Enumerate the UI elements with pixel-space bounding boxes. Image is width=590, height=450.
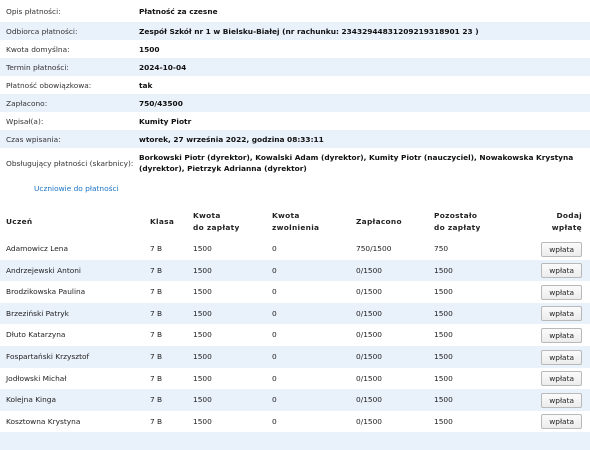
cell-exemption: 0 [272, 330, 277, 340]
cell-class: 7 B [150, 308, 163, 318]
detail-label: Kwota domyślna: [6, 44, 70, 54]
tab-students-for-payment[interactable]: Uczniowie do płatności [34, 184, 119, 193]
header-amount-due-line2: do zapłaty [193, 222, 240, 232]
header-student: Uczeń [6, 217, 33, 226]
cell-amount: 1500 [193, 395, 212, 405]
cell-paid: 0/1500 [356, 287, 383, 297]
table-row [0, 346, 590, 368]
cell-amount: 1500 [193, 265, 212, 275]
header-remaining-line1: Pozostało [434, 211, 478, 220]
cell-paid: 0/1500 [356, 308, 383, 318]
header-remaining-line2: do zapłaty [434, 222, 481, 232]
detail-row-recipient [0, 22, 590, 40]
cell-class: 7 B [150, 373, 163, 383]
detail-row-paid [0, 94, 590, 112]
detail-row-due-date [0, 58, 590, 76]
detail-row-treasurers [0, 148, 590, 178]
header-amount-due [193, 210, 240, 233]
detail-value: Płatność za czesne [139, 6, 218, 16]
table-row [0, 238, 590, 260]
detail-value: wtorek, 27 września 2022, godzina 08:33:11 [139, 134, 324, 144]
cell-paid: 0/1500 [356, 373, 383, 383]
header-add-payment-line1: Dodaj [556, 211, 582, 220]
table-row [0, 368, 590, 390]
add-payment-button[interactable]: wpłata [541, 242, 582, 257]
add-payment-button[interactable]: wpłata [541, 263, 582, 278]
cell-exemption: 0 [272, 395, 277, 405]
cell-remaining: 1500 [434, 416, 453, 426]
add-payment-button[interactable]: wpłata [541, 414, 582, 429]
detail-value: 750/43500 [139, 98, 183, 108]
cell-exemption: 0 [272, 416, 277, 426]
cell-exemption: 0 [272, 287, 277, 297]
add-payment-button[interactable]: wpłata [541, 285, 582, 300]
cell-remaining: 750 [434, 244, 449, 253]
cell-exemption: 0 [272, 244, 277, 253]
header-class: Klasa [150, 217, 175, 226]
add-payment-button[interactable]: wpłata [541, 328, 582, 343]
header-exemption-line2: zwolnienia [272, 222, 320, 232]
cell-remaining: 1500 [434, 265, 453, 275]
detail-label: Płatność obowiązkowa: [6, 80, 92, 90]
detail-row-default-amount [0, 40, 590, 58]
cell-exemption: 0 [272, 373, 277, 383]
cell-student: Dłuto Katarzyna [6, 330, 66, 340]
detail-value: Kumity Piotr [139, 116, 192, 126]
cell-remaining: 1500 [434, 352, 453, 361]
cell-amount: 1500 [193, 287, 212, 297]
header-remaining [434, 210, 481, 233]
detail-label: Termin płatności: [6, 62, 69, 72]
cell-remaining: 1500 [434, 395, 453, 405]
detail-label: Opis płatności: [6, 6, 61, 16]
detail-value: tak [139, 80, 153, 90]
detail-row-entry-time [0, 130, 590, 148]
cell-paid: 0/1500 [356, 352, 383, 361]
cell-class: 7 B [150, 330, 163, 340]
header-add-payment-line2: wpłatę [551, 222, 582, 232]
add-payment-button[interactable]: wpłata [541, 393, 582, 408]
cell-student: Kolejna Kinga [6, 395, 57, 405]
cell-class: 7 B [150, 265, 163, 275]
cell-amount: 1500 [193, 244, 212, 253]
detail-row-mandatory [0, 76, 590, 94]
detail-label: Zapłacono: [6, 98, 48, 108]
cell-amount: 1500 [193, 352, 212, 361]
cell-paid: 0/1500 [356, 265, 383, 275]
header-amount-due-line1: Kwota [193, 211, 221, 220]
table-row [0, 260, 590, 282]
cell-paid: 750/1500 [356, 244, 392, 253]
cell-paid: 0/1500 [356, 330, 383, 340]
cell-class: 7 B [150, 244, 163, 253]
cell-student: Brzeziński Patryk [6, 308, 69, 318]
add-payment-button[interactable]: wpłata [541, 306, 582, 321]
cell-paid: 0/1500 [356, 395, 383, 405]
detail-row-entered-by [0, 112, 590, 130]
cell-paid: 0/1500 [356, 416, 383, 426]
cell-remaining: 1500 [434, 373, 453, 383]
cell-remaining: 1500 [434, 308, 453, 318]
cell-amount: 1500 [193, 416, 212, 426]
detail-row-description [0, 0, 590, 22]
cell-exemption: 0 [272, 308, 277, 318]
detail-value: 1500 [139, 44, 160, 54]
cell-exemption: 0 [272, 352, 277, 361]
cell-class: 7 B [150, 395, 163, 405]
add-payment-button[interactable]: wpłata [541, 371, 582, 386]
cell-class: 7 B [150, 352, 163, 361]
detail-label: Czas wpisania: [6, 134, 61, 144]
cell-amount: 1500 [193, 308, 212, 318]
header-paid: Zapłacono [356, 217, 402, 226]
cell-student: Adamowicz Lena [6, 244, 69, 253]
cell-student: Fospartański Krzysztof [6, 352, 90, 361]
header-add-payment [552, 210, 582, 233]
table-row [0, 303, 590, 325]
cell-amount: 1500 [193, 373, 212, 383]
cell-class: 7 B [150, 416, 163, 426]
table-row-partial [0, 432, 590, 450]
add-payment-button[interactable]: wpłata [541, 350, 582, 365]
cell-class: 7 B [150, 287, 163, 297]
detail-value: 2024-10-04 [139, 62, 187, 72]
cell-student: Andrzejewski Antoni [6, 265, 81, 275]
cell-remaining: 1500 [434, 330, 453, 340]
detail-value: Zespół Szkół nr 1 w Bielsku-Białej (nr rachunku: 23432944831209219318901 23 ) [139, 26, 479, 36]
detail-label: Obsługujący płatności (skarbnicy): [6, 158, 134, 168]
detail-value: Borkowski Piotr (dyrektor), Kowalski Adam (dyrektor), Kumity Piotr (nauczyciel), Nowakowska Krystyna (dyrektor), Pietrzyk Adrianna (dyrektor) [139, 153, 574, 173]
table-row [0, 281, 590, 303]
table-row [0, 324, 590, 346]
table-header [0, 196, 590, 235]
cell-exemption: 0 [272, 265, 277, 275]
table-row [0, 389, 590, 411]
cell-remaining: 1500 [434, 287, 453, 297]
cell-student: Brodzikowska Paulina [6, 287, 86, 297]
detail-label: Odbiorca płatności: [6, 26, 78, 36]
detail-label: Wpisał(a): [6, 116, 44, 126]
table-row [0, 411, 590, 433]
header-exemption-line1: Kwota [272, 211, 300, 220]
payment-details [0, 0, 590, 178]
header-exemption-amount [272, 210, 319, 233]
cell-amount: 1500 [193, 330, 212, 340]
cell-student: Jodłowski Michał [6, 373, 67, 383]
cell-student: Kosztowna Krystyna [6, 416, 81, 426]
